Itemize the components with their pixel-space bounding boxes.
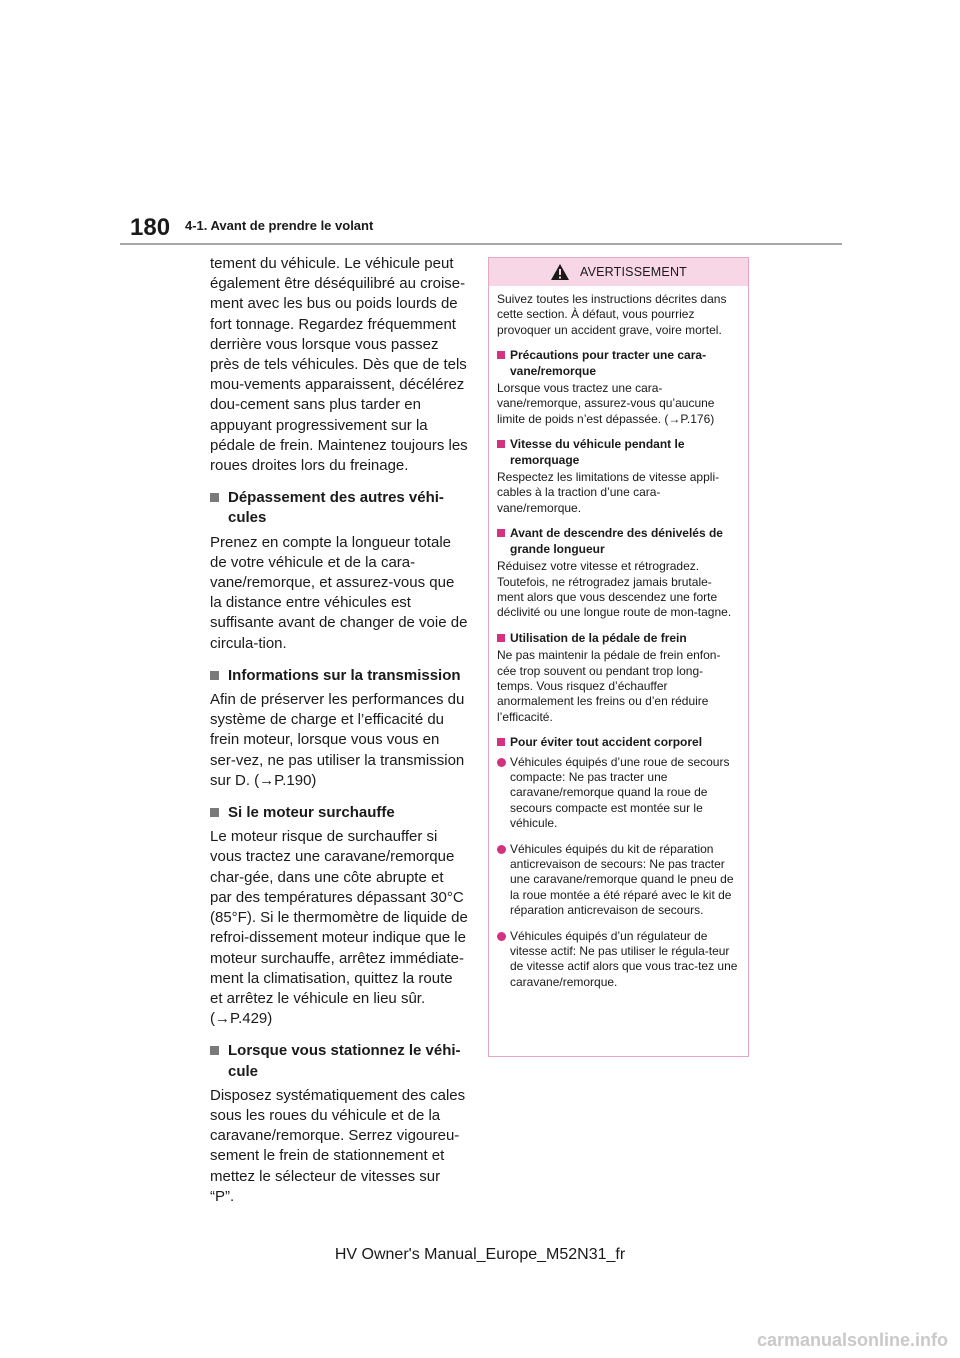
square-bullet-icon [497,738,505,746]
warning-heading: Utilisation de la pédale de frein [497,631,738,646]
section-label: 4-1. Avant de prendre le volant [185,218,374,233]
square-bullet-icon [210,1046,219,1055]
header-rule [120,243,842,245]
warning-bullet: Véhicules équipés d’une roue de secours compacte: Ne pas tracter une caravane/remorque quand la roue de secours compacte est montée sur le véhicule. [497,755,738,832]
section-heading: Lorsque vous stationnez le véhi-cule [210,1041,468,1081]
left-column [210,254,468,1207]
section-text: Disposez systématiquement des cales sous les roues du véhicule et de la caravane/remorque. Serrez vigoureu-sement le frein de stationnement et mettez le sélecteur de vitesses sur “P”. [210,1086,466,1205]
warning-text: Lorsque vous tractez une cara-vane/remorque, assurez-vous qu’aucune limite de poids n’est dépassée. (→P.176) [497,381,715,426]
warning-text: Respectez les limitations de vitesse appli-cables à la traction d’une cara-vane/remorque. [497,470,720,515]
square-bullet-icon [497,440,505,448]
circle-bullet-icon [497,845,506,854]
square-bullet-icon [210,808,219,817]
warning-heading: Précautions pour tracter une cara-vane/remorque [497,348,738,379]
section-text: Afin de préserver les performances du système de charge et l’efficacité du frein moteur, lorsque vous vous en ser-vez, ne pas utiliser la transmission sur D. (→P.190) [210,691,465,789]
square-bullet-icon [497,529,505,537]
warning-bullet: Véhicules équipés du kit de réparation anticrevaison de secours: Ne pas tracter une caravane/remorque quand le pneu de la roue montée a été réparé avec le kit de réparation anticrevaison de secours. [497,842,738,919]
circle-bullet-icon [497,758,506,767]
warning-header [489,258,748,286]
watermark: carmanualsonline.info [756,1330,948,1350]
page-number: 180 [130,214,171,241]
warning-title: AVERTISSEMENT [579,265,688,279]
warning-intro: Suivez toutes les instructions décrites dans cette section. À défaut, vous pourriez provoquer un accident grave, voire mortel. [497,292,727,337]
warning-bullet: Véhicules équipés d’un régulateur de vitesse actif: Ne pas utiliser le régula-teur de vitesse actif alors que vous trac-tez une caravane/remorque. [497,929,738,991]
section-text: Le moteur risque de surchauffer si vous tractez une caravane/remorque char-gée, dans une côte abrupte et par des températures dépassant 30°C (85°F). Si le thermomètre de liquide de refroi-dissement moteur indique que le moteur surchauffe, arrêtez immédiate-ment la climatisation, quittez la route et arrêtez le véhicule en lieu sûr. (→P.429) [210,828,468,1028]
intro-paragraph: tement du véhicule. Le véhicule peut également être déséquilibré au croise-ment avec les bus ou poids lourds de fort tonnage. Regardez fréquemment derrière vous lorsque vous passez près de tels véhicules. Dès que de tels mou-vements apparaissent, décélérez dou-cement sans plus tarder en appuyant progressivement sur la pédale de frein. Maintenez toujours les roues droites lors du freinage. [210,255,468,475]
square-bullet-icon [210,493,219,502]
section-heading: Dépassement des autres véhi-cules [210,488,468,528]
warning-heading: Vitesse du véhicule pendant le remorquage [497,437,738,468]
square-bullet-icon [497,634,505,642]
circle-bullet-icon [497,932,506,941]
warning-body [489,286,748,990]
square-bullet-icon [497,351,505,359]
footer-manual-id: HV Owner's Manual_Europe_M52N31_fr [334,1246,626,1263]
square-bullet-icon [210,671,219,680]
section-text: Prenez en compte la longueur totale de votre véhicule et de la cara-vane/remorque, et assurez-vous que la distance entre véhicules est suffisante avant de changer de voie de circula-tion. [210,533,468,652]
section-heading: Informations sur la transmission [210,666,468,686]
warning-heading: Avant de descendre des dénivelés de grande longueur [497,526,738,557]
section-heading: Si le moteur surchauffe [210,803,468,823]
warning-box [488,257,749,1057]
warning-heading: Pour éviter tout accident corporel [497,735,738,750]
warning-text: Ne pas maintenir la pédale de frein enfon-cée trop souvent ou pendant trop long-temps. Vous risquez d’échauffer anormalement les freins ou d’en réduire l’efficacité. [497,648,721,724]
warning-text: Réduisez votre vitesse et rétrogradez. Toutefois, ne rétrogradez jamais brutale-ment alors que vous descendez une forte déclivité ou une longue route de mon-tagne. [497,559,732,620]
warning-triangle-icon [550,263,570,281]
